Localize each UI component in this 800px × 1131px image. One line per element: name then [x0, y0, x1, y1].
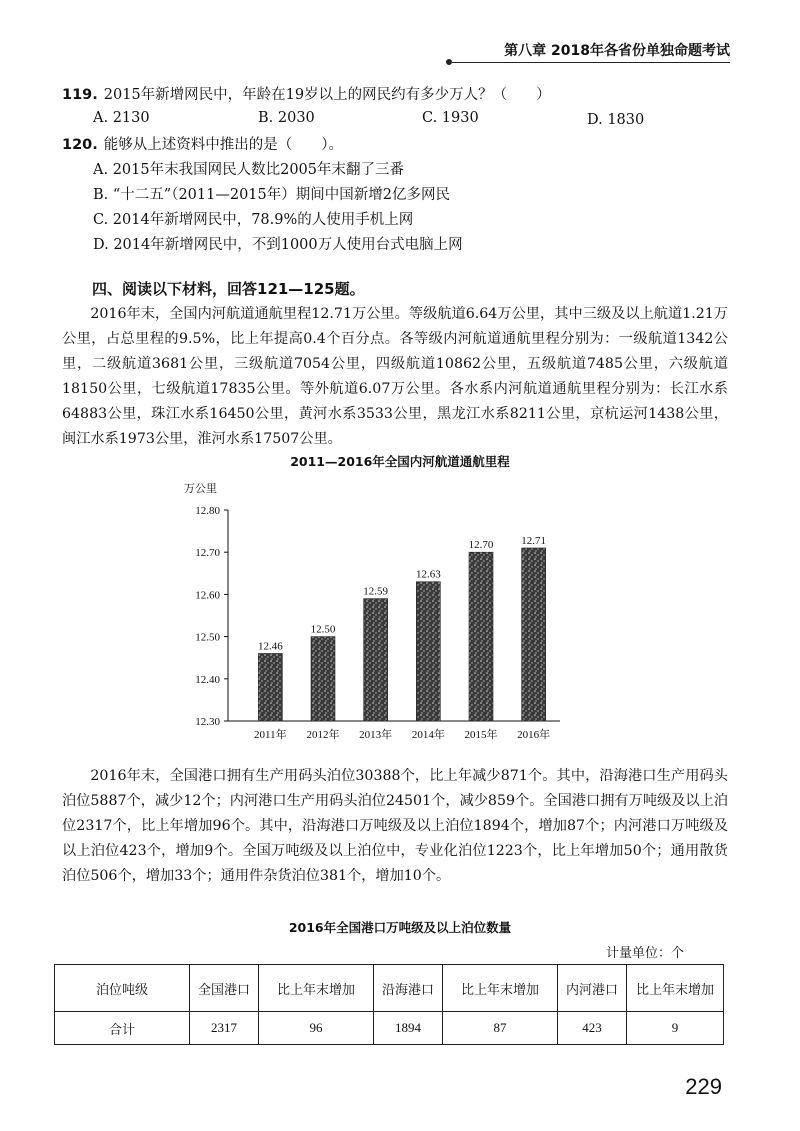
option-b: B. 2030 — [258, 110, 315, 126]
y-ticks — [195, 505, 228, 728]
table-title: 2016年全国港口万吨级及以上泊位数量 — [288, 920, 512, 935]
bar-2011年 — [258, 653, 282, 721]
option-a: A. 2015年末我国网民人数比2005年末翻了三番 — [93, 162, 404, 178]
x-tick-label: 2014年 — [411, 729, 445, 741]
y-axis-label: 万公里 — [184, 483, 217, 495]
question-119 — [62, 84, 551, 106]
x-tick-label: 2016年 — [517, 729, 551, 741]
bar-2014年 — [416, 582, 440, 721]
header-coastal: 沿海港口 — [374, 965, 443, 1012]
option-a: A. 2130 — [93, 110, 150, 126]
bar-value-label: 12.70 — [468, 539, 494, 552]
bar-value-label: 12.50 — [310, 623, 336, 636]
bar-value-label: 12.63 — [415, 568, 441, 581]
y-tick-label: 12.70 — [195, 547, 220, 560]
bar-value-label: 12.46 — [257, 640, 283, 653]
cell-coastal: 1894 — [374, 1012, 443, 1045]
bar-value-label: 12.71 — [521, 534, 547, 547]
x-ticks — [254, 727, 550, 741]
page-number: 229 — [685, 1074, 722, 1099]
cell-total-label: 合计 — [55, 1012, 190, 1045]
cell-inland-increase: 9 — [627, 1012, 724, 1045]
bar-2015年 — [469, 552, 493, 721]
option-d: D. 2014年新增网民中，不到1000万人使用台式电脑上网 — [93, 237, 463, 253]
header-national: 全国港口 — [190, 965, 259, 1012]
option-c: C. 2014年新增网民中，78.9%的人使用手机上网 — [93, 212, 414, 228]
option-d: D. 1830 — [587, 112, 645, 128]
question-number: 119. — [62, 87, 98, 103]
header-rule — [452, 62, 730, 63]
x-tick-label: 2013年 — [359, 729, 393, 741]
cell-national: 2317 — [190, 1012, 259, 1045]
table-row — [55, 1012, 724, 1045]
y-tick-label: 12.80 — [195, 505, 220, 517]
header-national-increase: 比上年末增加 — [259, 965, 374, 1012]
header-berth-class: 泊位吨级 — [55, 965, 190, 1012]
x-tick-label: 2012年 — [306, 729, 340, 741]
running-header: 第八章 2018年各省份单独命题考试 — [504, 43, 730, 59]
paragraph-waterways: 2016年末，全国内河航道通航里程12.71万公里。等级航道6.64万公里，其中三级及以上航道1.21万公里，占总里程的9.5%，比上年提高0.4个百分点。各等级内河航道通航里程分别为：一级航道1342公里，二级航道3681公里，三级航道7054公里，四级航道10862公里，五级航道7485公里，六级航道18150公里，七级航道17835公里。等外航道6.07万公里。各水系内河航道通航里程分别为：长江水系64883公里，珠江水系16450公里，黄河水系3533公里，黑龙江水系8211公里，京杭运河1438公里，闽江水系1973公里，淮河水系17507公里。 — [62, 306, 728, 447]
header-inland: 内河港口 — [558, 965, 627, 1012]
y-tick-label: 12.60 — [195, 589, 220, 602]
waterway-mileage-chart — [180, 480, 580, 756]
table-header-row — [55, 965, 724, 1012]
bars — [258, 535, 546, 721]
option-b: B. “十二五”（2011—2015年）期间中国新增2亿多网民 — [93, 187, 450, 203]
question-stem: 能够从上述资料中推出的是（ ）。 — [103, 137, 344, 153]
cell-inland: 423 — [558, 1012, 627, 1045]
berth-table — [54, 964, 724, 1045]
header-coastal-increase: 比上年末增加 — [443, 965, 558, 1012]
table-unit: 计量单位：个 — [606, 946, 685, 961]
y-tick-label: 12.30 — [195, 716, 220, 728]
question-number: 120. — [62, 137, 98, 153]
section-heading: 四、阅读以下材料，回答121—125题。 — [92, 280, 365, 298]
question-stem: 2015年新增网民中，年龄在19岁以上的网民约有多少万人？（ ） — [103, 87, 551, 103]
bar-2016年 — [522, 548, 546, 721]
y-tick-label: 12.50 — [195, 631, 220, 644]
bar-2012年 — [311, 637, 335, 721]
cell-national-increase: 96 — [259, 1012, 374, 1045]
header-inland-increase: 比上年末增加 — [627, 965, 724, 1012]
paragraph-ports: 2016年末，全国港口拥有生产用码头泊位30388个，比上年减少871个。其中，沿海港口生产用码头泊位5887个，减少12个；内河港口生产用码头泊位24501个，减少859个。全国港口拥有万吨级及以上泊位2317个，比上年增加96个。其中，沿海港口万吨级及以上泊位1894个，增加87个；内河港口万吨级及以上泊位423个，增加9个。全国万吨级及以上泊位中，专业化泊位1223个，比上年增加50个；通用散货泊位506个，增加33个；通用件杂货泊位381个，增加10个。 — [62, 768, 728, 884]
x-tick-label: 2015年 — [464, 729, 498, 741]
cell-coastal-increase: 87 — [443, 1012, 558, 1045]
y-tick-label: 12.40 — [195, 673, 220, 686]
x-tick-label: 2011年 — [254, 729, 287, 741]
chart-title: 2011—2016年全国内河航道通航里程 — [290, 454, 510, 469]
option-c: C. 1930 — [422, 110, 479, 126]
bar-value-label: 12.59 — [363, 585, 389, 598]
bar-2013年 — [364, 599, 388, 721]
question-120 — [62, 134, 343, 156]
